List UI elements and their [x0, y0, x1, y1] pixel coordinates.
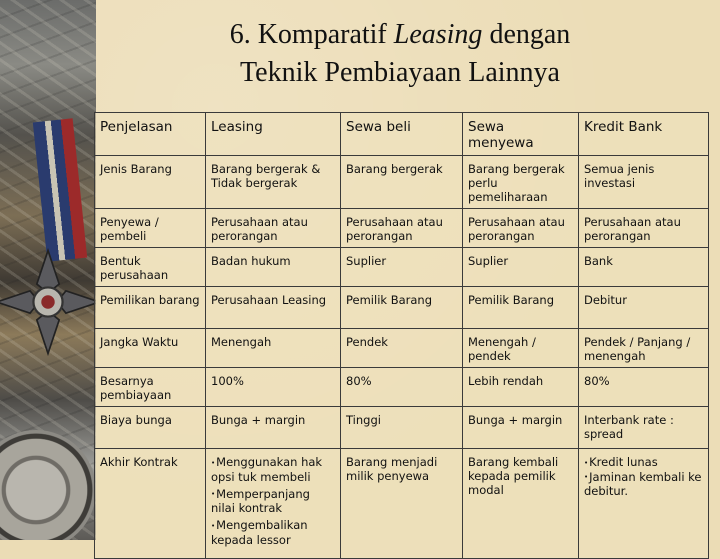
table-row [95, 209, 709, 248]
table-cell: Lebih rendah [463, 368, 579, 407]
table-cell: Pendek / Panjang / menengah [579, 329, 709, 368]
table-row [95, 248, 709, 287]
table-cell: Suplier [341, 248, 463, 287]
table-row [95, 368, 709, 407]
header-cell: Leasing [206, 113, 341, 156]
table-cell: Barang bergerak [341, 156, 463, 209]
row-label: Penyewa / pembeli [95, 209, 206, 248]
table-cell: Menengah [206, 329, 341, 368]
medal-cross-icon [0, 246, 96, 358]
bullet-icon: • [211, 490, 216, 498]
title-line-2: Teknik Pembiayaan Lainnya [240, 57, 560, 88]
table-cell: Pendek [341, 329, 463, 368]
table-cell: Semua jenis investasi [579, 156, 709, 209]
header-cell: Sewa beli [341, 113, 463, 156]
table-cell: 100% [206, 368, 341, 407]
row-label: Pemilikan barang [95, 287, 206, 329]
decorative-photo-strip [0, 0, 96, 540]
table-cell: Perusahaan atau perorangan [206, 209, 341, 248]
kredit-bullet-list [579, 449, 709, 559]
table-cell: Pemilik Barang [341, 287, 463, 329]
bullet-item: •Memperpanjang nilai kontrak [211, 486, 310, 515]
table-cell: Interbank rate : spread [579, 407, 709, 449]
table-row [95, 156, 709, 209]
table-cell: 80% [341, 368, 463, 407]
table-cell: Barang bergerak & Tidak bergerak [206, 156, 341, 209]
table-cell: Badan hukum [206, 248, 341, 287]
table-cell: Perusahaan Leasing [206, 287, 341, 329]
table-cell: Perusahaan atau perorangan [341, 209, 463, 248]
row-label: Jangka Waktu [95, 329, 206, 368]
table-cell: Suplier [463, 248, 579, 287]
bullet-icon: • [211, 458, 216, 467]
row-label: Jenis Barang [95, 156, 206, 209]
bullet-icon: • [584, 473, 589, 481]
row-label: Besarnya pembiayaan [95, 368, 206, 407]
table-cell: Bunga + margin [206, 407, 341, 449]
table-cell: Perusahaan atau perorangan [579, 209, 709, 248]
title-line-1: 6. Komparatif Leasing dengan [229, 19, 571, 50]
header-cell: Penjelasan [95, 113, 206, 156]
header-cell: Kredit Bank [579, 113, 709, 156]
table-row [95, 287, 709, 329]
table-cell: Barang menjadi milik penyewa [341, 449, 463, 559]
bullet-item: •Kredit lunas [584, 455, 658, 469]
table-cell: Tinggi [341, 407, 463, 449]
row-label: Bentuk perusahaan [95, 248, 206, 287]
table-header-row [95, 113, 709, 156]
title-italic-word: Leasing [393, 19, 483, 50]
leasing-bullet-list [206, 449, 341, 559]
bullet-item: •Menggunakan hak opsi tuk membeli [211, 455, 323, 484]
table-cell: Debitur [579, 287, 709, 329]
table-cell: Barang bergerak perlu pemeliharaan [463, 156, 579, 209]
bullet-icon: • [211, 521, 216, 530]
bullet-icon: • [584, 458, 589, 467]
table-row [95, 329, 709, 368]
table-cell: Perusahaan atau perorangan [463, 209, 579, 248]
table-cell: Bunga + margin [463, 407, 579, 449]
header-cell: Sewa menyewa [463, 113, 579, 156]
bullet-item: •Mengembalikan kepada lessor [211, 518, 308, 547]
table-cell: Menengah / pendek [463, 329, 579, 368]
slide-title [120, 16, 680, 92]
bullet-item: •Jaminan kembali ke debitur. [584, 469, 702, 498]
row-label: Akhir Kontrak [95, 449, 206, 559]
table-cell: Bank [579, 248, 709, 287]
table-row-akhir-kontrak [95, 449, 709, 559]
table-row [95, 407, 709, 449]
table-cell: Barang kembali kepada pemilik modal [463, 449, 579, 559]
row-label: Biaya bunga [95, 407, 206, 449]
comparison-table [94, 112, 709, 559]
table-cell: Pemilik Barang [463, 287, 579, 329]
table-cell: 80% [579, 368, 709, 407]
